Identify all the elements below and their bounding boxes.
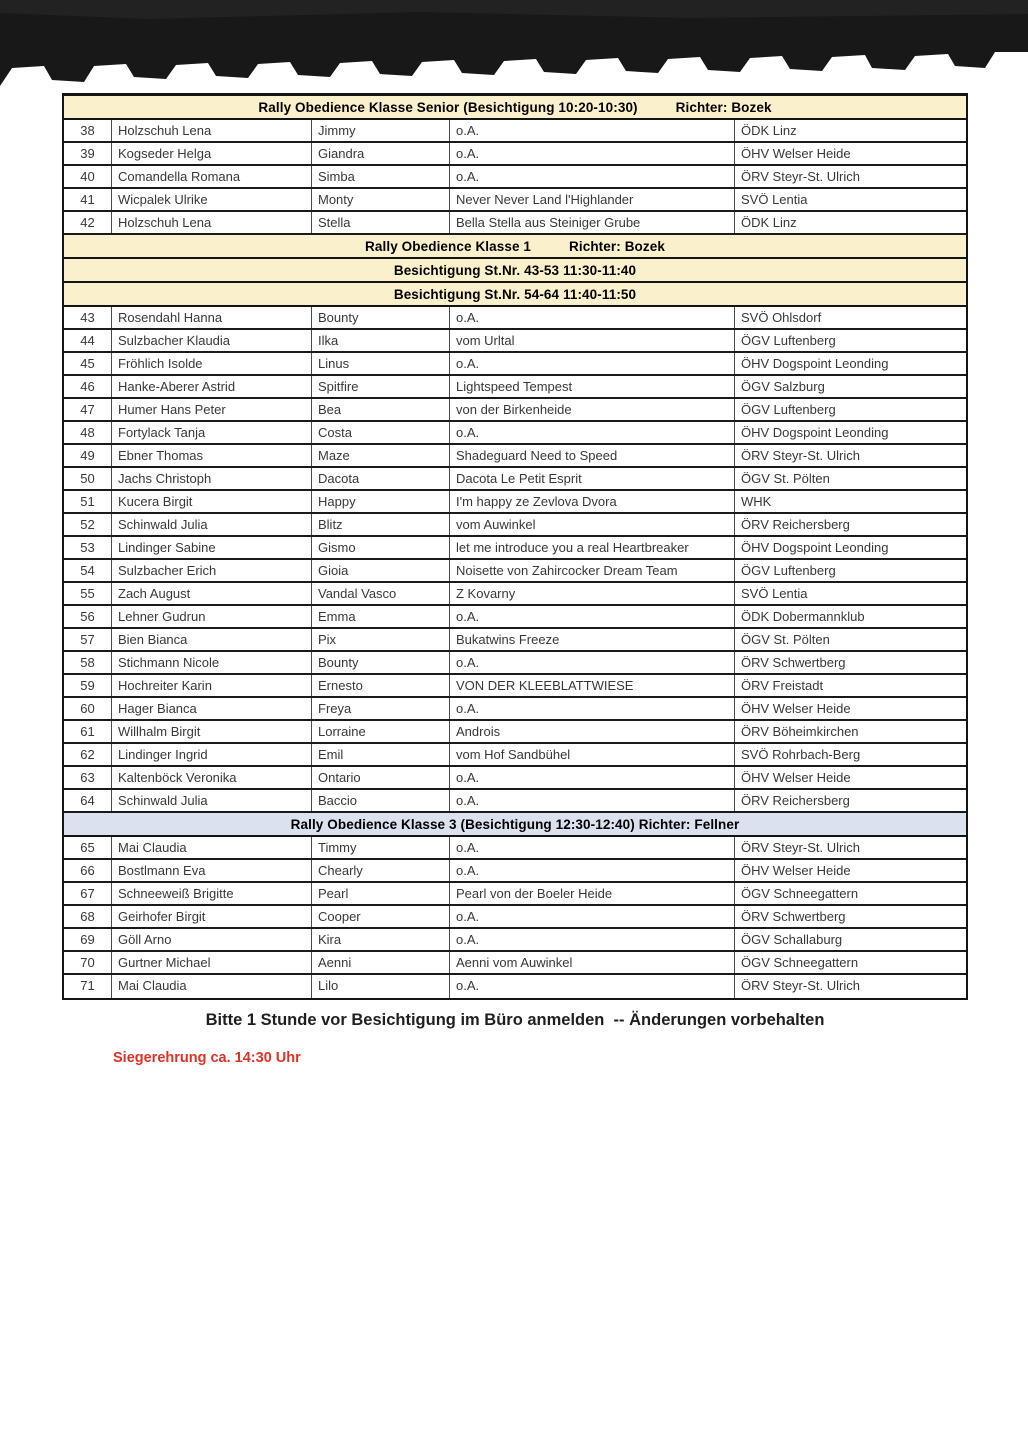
- handler-name-cell: Kogseder Helga: [112, 143, 312, 164]
- table-row: [64, 721, 966, 744]
- start-number-cell: 38: [64, 120, 112, 141]
- handler-name-cell: Lindinger Sabine: [112, 537, 312, 558]
- handler-name-cell: Holzschuh Lena: [112, 120, 312, 141]
- pedigree-name-cell: vom Hof Sandbühel: [450, 744, 735, 765]
- club-cell: ÖGV St. Pölten: [741, 471, 830, 486]
- table-row: [64, 514, 966, 537]
- club-cell: ÖRV Steyr-St. Ulrich: [741, 978, 860, 993]
- handler-name-cell: Hanke-Aberer Astrid: [112, 376, 312, 397]
- start-number-cell: 47: [64, 399, 112, 420]
- dog-name-cell: Vandal Vasco: [312, 583, 450, 604]
- table-row: [64, 560, 966, 583]
- table-row: [64, 929, 966, 952]
- pedigree-name-cell: o.A.: [450, 860, 735, 881]
- start-number-cell: 48: [64, 422, 112, 443]
- table-row: [64, 952, 966, 975]
- club-cell: SVÖ Lentia: [741, 586, 808, 601]
- dog-name-cell: Gioia: [312, 560, 450, 581]
- club-cell: SVÖ Rohrbach-Berg: [741, 747, 861, 762]
- handler-name-cell: Gurtner Michael: [112, 952, 312, 973]
- club-cell: ÖRV Steyr-St. Ulrich: [741, 840, 860, 855]
- club-cell: ÖRV Schwertberg: [741, 909, 846, 924]
- pedigree-name-cell: vom Urltal: [450, 330, 735, 351]
- handler-name-cell: Willhalm Birgit: [112, 721, 312, 742]
- pedigree-name-cell: o.A.: [450, 906, 735, 927]
- table-row: [64, 166, 966, 189]
- club-cell: ÖRV Reichersberg: [741, 793, 850, 808]
- pedigree-name-cell: let me introduce you a real Heartbreaker: [450, 537, 735, 558]
- table-row: [64, 698, 966, 721]
- club-cell: ÖGV Salzburg: [741, 379, 825, 394]
- handler-name-cell: Kucera Birgit: [112, 491, 312, 512]
- section-header: [64, 259, 966, 283]
- table-row: [64, 675, 966, 698]
- handler-name-cell: Lehner Gudrun: [112, 606, 312, 627]
- table-row: [64, 629, 966, 652]
- club-cell: ÖRV Steyr-St. Ulrich: [741, 448, 860, 463]
- dog-name-cell: Ontario: [312, 767, 450, 788]
- start-number-cell: 49: [64, 445, 112, 466]
- dog-name-cell: Jimmy: [312, 120, 450, 141]
- pedigree-name-cell: o.A.: [450, 929, 735, 950]
- start-number-cell: 52: [64, 514, 112, 535]
- pedigree-name-cell: o.A.: [450, 422, 735, 443]
- club-cell: ÖRV Steyr-St. Ulrich: [741, 169, 860, 184]
- pedigree-name-cell: o.A.: [450, 120, 735, 141]
- start-number-cell: 55: [64, 583, 112, 604]
- pedigree-name-cell: Never Never Land l'Highlander: [450, 189, 735, 210]
- handler-name-cell: Ebner Thomas: [112, 445, 312, 466]
- club-cell: ÖGV Luftenberg: [741, 402, 836, 417]
- dog-name-cell: Simba: [312, 166, 450, 187]
- dog-name-cell: Cooper: [312, 906, 450, 927]
- club-cell: WHK: [741, 494, 772, 509]
- club-cell: ÖRV Böheimkirchen: [741, 724, 859, 739]
- handler-name-cell: Rosendahl Hanna: [112, 307, 312, 328]
- handler-name-cell: Hochreiter Karin: [112, 675, 312, 696]
- dog-name-cell: Kira: [312, 929, 450, 950]
- start-number-cell: 57: [64, 629, 112, 650]
- dog-name-cell: Happy: [312, 491, 450, 512]
- handler-name-cell: Stichmann Nicole: [112, 652, 312, 673]
- start-number-cell: 67: [64, 883, 112, 904]
- dog-name-cell: Chearly: [312, 860, 450, 881]
- handler-name-cell: Schinwald Julia: [112, 790, 312, 811]
- pedigree-name-cell: Shadeguard Need to Speed: [450, 445, 735, 466]
- award-ceremony-note: Siegerehrung ca. 14:30 Uhr: [113, 1050, 301, 1066]
- section-header: [64, 283, 966, 307]
- start-number-cell: 44: [64, 330, 112, 351]
- club-cell: ÖGV Luftenberg: [741, 563, 836, 578]
- table-row: [64, 143, 966, 166]
- pedigree-name-cell: o.A.: [450, 652, 735, 673]
- pedigree-name-cell: o.A.: [450, 790, 735, 811]
- club-cell: ÖHV Welser Heide: [741, 863, 851, 878]
- pedigree-name-cell: o.A.: [450, 307, 735, 328]
- club-cell: ÖHV Welser Heide: [741, 146, 851, 161]
- pedigree-name-cell: Aenni vom Auwinkel: [450, 952, 735, 973]
- table-row: [64, 353, 966, 376]
- club-cell: ÖDK Linz: [741, 123, 797, 138]
- pedigree-name-cell: Lightspeed Tempest: [450, 376, 735, 397]
- club-cell: ÖDK Dobermannklub: [741, 609, 865, 624]
- section-header: [64, 813, 966, 837]
- table-row: [64, 189, 966, 212]
- table-row: [64, 767, 966, 790]
- dog-name-cell: Freya: [312, 698, 450, 719]
- table-row: [64, 606, 966, 629]
- start-number-cell: 71: [64, 975, 112, 998]
- dog-name-cell: Linus: [312, 353, 450, 374]
- handler-name-cell: Göll Arno: [112, 929, 312, 950]
- start-number-cell: 61: [64, 721, 112, 742]
- dog-name-cell: Bea: [312, 399, 450, 420]
- section-header-text: Besichtigung St.Nr. 43-53 11:30-11:40: [393, 262, 637, 278]
- table-row: [64, 120, 966, 143]
- handler-name-cell: Wicpalek Ulrike: [112, 189, 312, 210]
- start-number-cell: 43: [64, 307, 112, 328]
- pedigree-name-cell: o.A.: [450, 837, 735, 858]
- start-number-cell: 40: [64, 166, 112, 187]
- dog-name-cell: Pearl: [312, 883, 450, 904]
- start-number-cell: 62: [64, 744, 112, 765]
- table-row: [64, 744, 966, 767]
- dog-name-cell: Lorraine: [312, 721, 450, 742]
- handler-name-cell: Schinwald Julia: [112, 514, 312, 535]
- handler-name-cell: Mai Claudia: [112, 975, 312, 998]
- pedigree-name-cell: Pearl von der Boeler Heide: [450, 883, 735, 904]
- start-number-cell: 45: [64, 353, 112, 374]
- pedigree-name-cell: Noisette von Zahircocker Dream Team: [450, 560, 735, 581]
- club-cell: ÖHV Dogspoint Leonding: [741, 540, 889, 555]
- pedigree-name-cell: o.A.: [450, 698, 735, 719]
- dog-name-cell: Ilka: [312, 330, 450, 351]
- pedigree-name-cell: Androis: [450, 721, 735, 742]
- start-number-cell: 50: [64, 468, 112, 489]
- table-row: [64, 399, 966, 422]
- table-row: [64, 491, 966, 514]
- section-header-text: Besichtigung St.Nr. 54-64 11:40-11:50: [393, 286, 637, 302]
- club-cell: ÖHV Dogspoint Leonding: [741, 425, 889, 440]
- table-row: [64, 837, 966, 860]
- table-row: [64, 883, 966, 906]
- pedigree-name-cell: o.A.: [450, 606, 735, 627]
- pedigree-name-cell: VON DER KLEEBLATTWIESE: [450, 675, 735, 696]
- dog-name-cell: Emil: [312, 744, 450, 765]
- table-row: [64, 445, 966, 468]
- table-row: [64, 906, 966, 929]
- dog-name-cell: Costa: [312, 422, 450, 443]
- club-cell: ÖGV Schneegattern: [741, 886, 859, 901]
- dog-name-cell: Baccio: [312, 790, 450, 811]
- club-cell: ÖRV Reichersberg: [741, 517, 850, 532]
- start-number-cell: 68: [64, 906, 112, 927]
- club-cell: ÖGV Schneegattern: [741, 955, 859, 970]
- section-header-text: Rally Obedience Klasse Senior (Besichtigung 10:20-10:30): [258, 99, 638, 115]
- start-number-cell: 46: [64, 376, 112, 397]
- table-row: [64, 537, 966, 560]
- start-number-cell: 69: [64, 929, 112, 950]
- dog-name-cell: Stella: [312, 212, 450, 233]
- handler-name-cell: Fortylack Tanja: [112, 422, 312, 443]
- start-number-cell: 64: [64, 790, 112, 811]
- club-cell: ÖGV Schallaburg: [741, 932, 843, 947]
- section-header-text: Rally Obedience Klasse 3 (Besichtigung 12:30-12:40) Richter: Fellner: [290, 816, 740, 832]
- club-cell: ÖHV Dogspoint Leonding: [741, 356, 889, 371]
- table-row: [64, 422, 966, 445]
- pedigree-name-cell: I'm happy ze Zevlova Dvora: [450, 491, 735, 512]
- start-number-cell: 39: [64, 143, 112, 164]
- handler-name-cell: Sulzbacher Erich: [112, 560, 312, 581]
- dog-name-cell: Giandra: [312, 143, 450, 164]
- torn-paper-edge: [0, 0, 1028, 92]
- start-list-table: [62, 93, 968, 1000]
- table-row: [64, 468, 966, 491]
- pedigree-name-cell: Dacota Le Petit Esprit: [450, 468, 735, 489]
- registration-note: Bitte 1 Stunde vor Besichtigung im Büro anmelden -- Änderungen vorbehalten: [205, 1011, 825, 1029]
- dog-name-cell: Bounty: [312, 307, 450, 328]
- start-number-cell: 54: [64, 560, 112, 581]
- dog-name-cell: Monty: [312, 189, 450, 210]
- start-number-cell: 56: [64, 606, 112, 627]
- club-cell: SVÖ Ohlsdorf: [741, 310, 822, 325]
- start-number-cell: 53: [64, 537, 112, 558]
- handler-name-cell: Kaltenböck Veronika: [112, 767, 312, 788]
- table-row: [64, 376, 966, 399]
- pedigree-name-cell: Bella Stella aus Steiniger Grube: [450, 212, 735, 233]
- table-row: [64, 307, 966, 330]
- pedigree-name-cell: o.A.: [450, 143, 735, 164]
- club-cell: ÖGV St. Pölten: [741, 632, 830, 647]
- pedigree-name-cell: Z Kovarny: [450, 583, 735, 604]
- table-row: [64, 860, 966, 883]
- handler-name-cell: Holzschuh Lena: [112, 212, 312, 233]
- handler-name-cell: Geirhofer Birgit: [112, 906, 312, 927]
- dog-name-cell: Aenni: [312, 952, 450, 973]
- dog-name-cell: Timmy: [312, 837, 450, 858]
- start-number-cell: 59: [64, 675, 112, 696]
- table-row: [64, 652, 966, 675]
- handler-name-cell: Lindinger Ingrid: [112, 744, 312, 765]
- club-cell: ÖHV Welser Heide: [741, 701, 851, 716]
- dog-name-cell: Ernesto: [312, 675, 450, 696]
- start-number-cell: 65: [64, 837, 112, 858]
- dog-name-cell: Spitfire: [312, 376, 450, 397]
- handler-name-cell: Bostlmann Eva: [112, 860, 312, 881]
- table-row: [64, 790, 966, 813]
- club-cell: ÖHV Welser Heide: [741, 770, 851, 785]
- start-number-cell: 41: [64, 189, 112, 210]
- dog-name-cell: Dacota: [312, 468, 450, 489]
- section-header-text: Richter: Bozek: [675, 99, 772, 115]
- club-cell: ÖDK Linz: [741, 215, 797, 230]
- club-cell: SVÖ Lentia: [741, 192, 808, 207]
- dog-name-cell: Bounty: [312, 652, 450, 673]
- club-cell: ÖRV Freistadt: [741, 678, 824, 693]
- handler-name-cell: Hager Bianca: [112, 698, 312, 719]
- dog-name-cell: Gismo: [312, 537, 450, 558]
- pedigree-name-cell: von der Birkenheide: [450, 399, 735, 420]
- section-header-text: Rally Obedience Klasse 1: [365, 238, 532, 254]
- handler-name-cell: Mai Claudia: [112, 837, 312, 858]
- handler-name-cell: Sulzbacher Klaudia: [112, 330, 312, 351]
- start-number-cell: 60: [64, 698, 112, 719]
- handler-name-cell: Schneeweiß Brigitte: [112, 883, 312, 904]
- handler-name-cell: Humer Hans Peter: [112, 399, 312, 420]
- section-header: [64, 96, 966, 120]
- start-number-cell: 58: [64, 652, 112, 673]
- dog-name-cell: Lilo: [312, 975, 450, 998]
- handler-name-cell: Zach August: [112, 583, 312, 604]
- start-number-cell: 51: [64, 491, 112, 512]
- start-number-cell: 66: [64, 860, 112, 881]
- table-row: [64, 583, 966, 606]
- handler-name-cell: Fröhlich Isolde: [112, 353, 312, 374]
- start-number-cell: 42: [64, 212, 112, 233]
- pedigree-name-cell: o.A.: [450, 767, 735, 788]
- pedigree-name-cell: vom Auwinkel: [450, 514, 735, 535]
- start-number-cell: 63: [64, 767, 112, 788]
- table-row: [64, 212, 966, 235]
- dog-name-cell: Emma: [312, 606, 450, 627]
- handler-name-cell: Comandella Romana: [112, 166, 312, 187]
- section-header-text: Richter: Bozek: [569, 238, 665, 254]
- club-cell: ÖRV Schwertberg: [741, 655, 846, 670]
- section-header: [64, 235, 966, 259]
- pedigree-name-cell: Bukatwins Freeze: [450, 629, 735, 650]
- handler-name-cell: Bien Bianca: [112, 629, 312, 650]
- club-cell: ÖGV Luftenberg: [741, 333, 836, 348]
- dog-name-cell: Blitz: [312, 514, 450, 535]
- table-row: [64, 330, 966, 353]
- dog-name-cell: Maze: [312, 445, 450, 466]
- handler-name-cell: Jachs Christoph: [112, 468, 312, 489]
- dog-name-cell: Pix: [312, 629, 450, 650]
- pedigree-name-cell: o.A.: [450, 353, 735, 374]
- table-row: [64, 975, 966, 998]
- pedigree-name-cell: o.A.: [450, 166, 735, 187]
- pedigree-name-cell: o.A.: [450, 975, 735, 998]
- start-number-cell: 70: [64, 952, 112, 973]
